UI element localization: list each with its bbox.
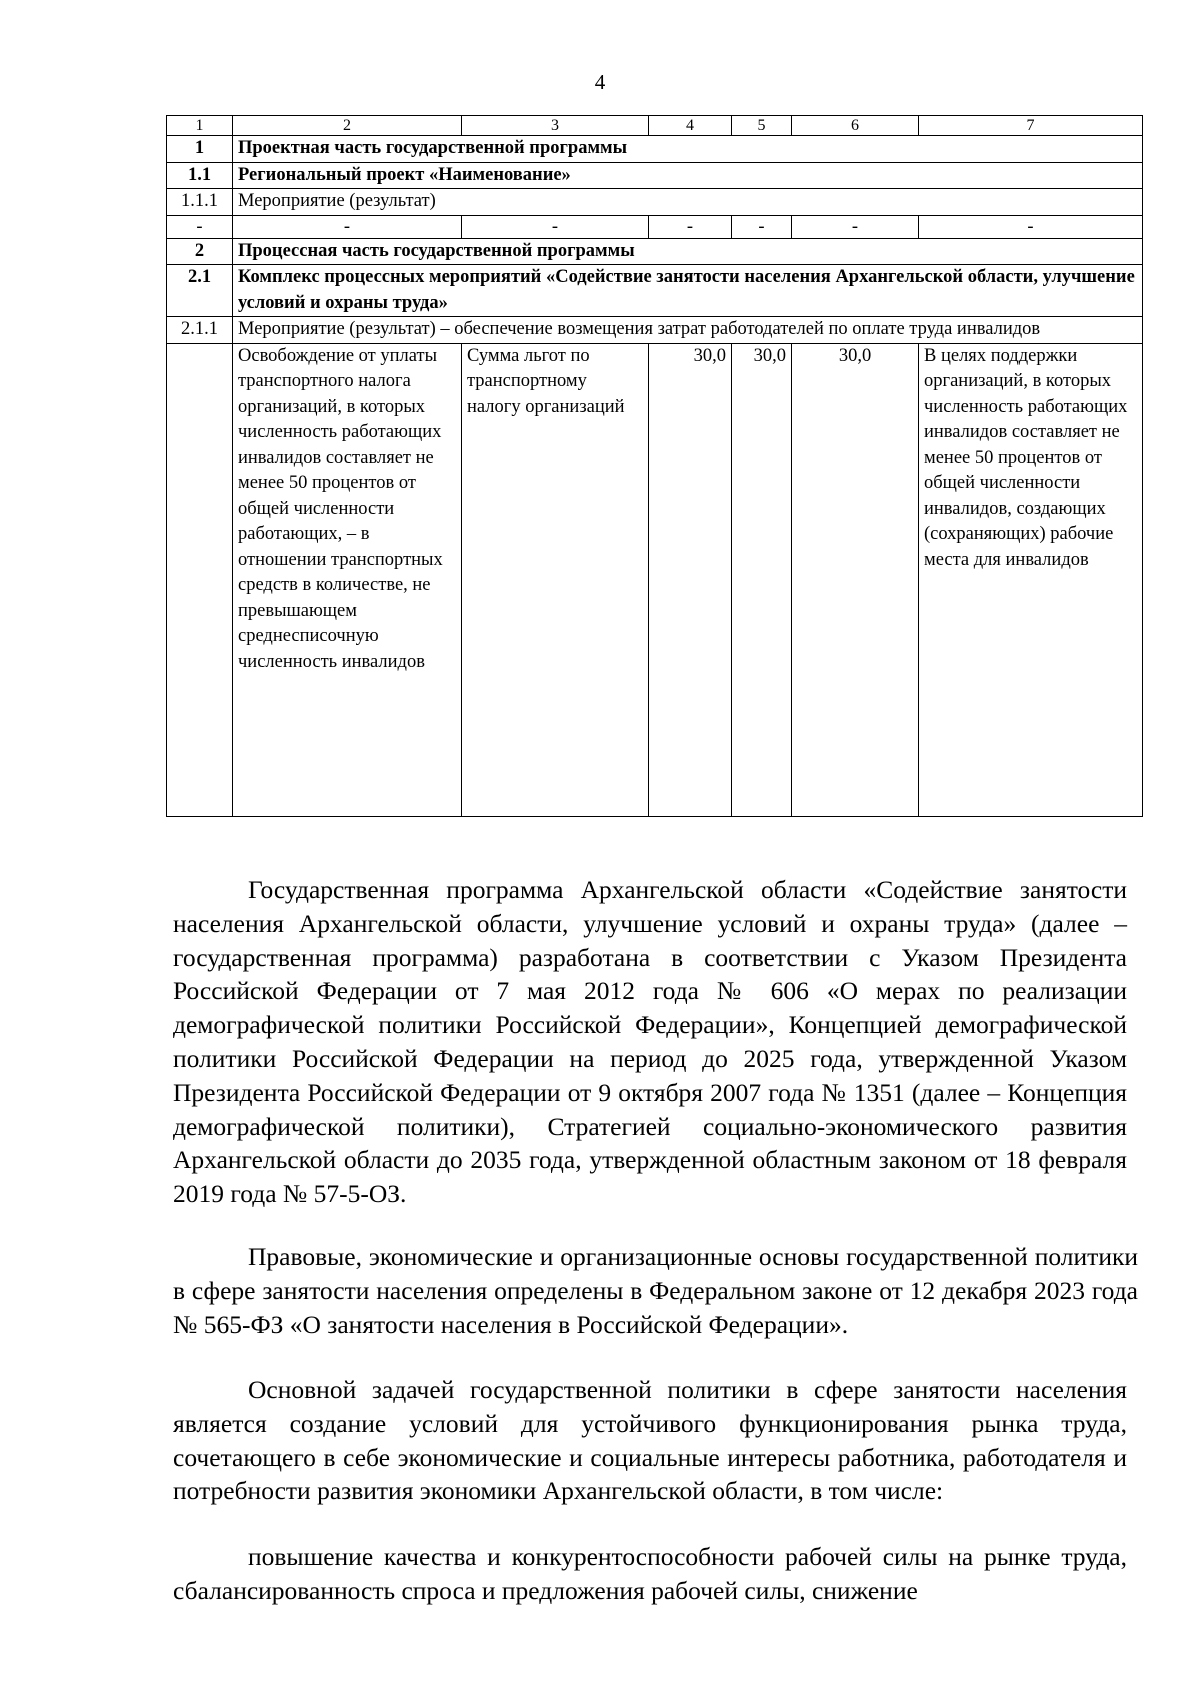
col-header-6: 6 xyxy=(792,116,919,136)
indicator-cell: Сумма льгот по транспортному налогу организаций xyxy=(462,343,649,816)
section-title: Комплекс процессных мероприятий «Содействие занятости населения Архангельской области, улучшение условий и охраны труда» xyxy=(233,265,1143,317)
program-table xyxy=(166,115,1143,817)
measure-cell: Освобождение от уплаты транспортного налога организаций, в которых численность работающих инвалидов составляет не менее 50 процентов от общей численности работающих, – в отношении транспортных средств в количестве, не превышающем среднесписочную численность инвалидов xyxy=(233,343,462,816)
dash-cell: - xyxy=(732,215,792,238)
body-text xyxy=(173,1540,1127,1608)
table-row xyxy=(167,317,1143,344)
table-row-detail xyxy=(167,343,1143,816)
table-row xyxy=(167,136,1143,163)
dash-cell: - xyxy=(462,215,649,238)
section-title: Процессная часть государственной программы xyxy=(233,238,1143,265)
paragraph-4: повышение качества и конкурентоспособности рабочей силы на рынке труда, сбалансированность спроса и предложения рабочей силы, снижение xyxy=(173,1542,1127,1605)
col-header-7: 7 xyxy=(919,116,1143,136)
col-header-5: 5 xyxy=(732,116,792,136)
paragraph-3: Основной задачей государственной политики в сфере занятости населения является создание условий для устойчивого функционирования рынка труда, сочетающего в себе экономические и социальные интересы работника, работодателя и потребности развития экономики Архангельской области, в том числе: xyxy=(173,1375,1127,1506)
dash-cell: - xyxy=(167,215,233,238)
section-title: Проектная часть государственной программы xyxy=(233,136,1143,163)
purpose-cell: В целях поддержки организаций, в которых численность работающих инвалидов составляет не менее 50 процентов от общей численности инвалидов, создающих (сохраняющих) рабочие места для инвалидов xyxy=(919,343,1143,816)
value-cell-5: 30,0 xyxy=(732,343,792,816)
dash-cell: - xyxy=(649,215,732,238)
row-number: 2.1 xyxy=(167,265,233,317)
col-header-1: 1 xyxy=(167,116,233,136)
dash-cell: - xyxy=(233,215,462,238)
row-number: 2 xyxy=(167,238,233,265)
table-row xyxy=(167,238,1143,265)
table-row xyxy=(167,215,1143,238)
dash-cell: - xyxy=(792,215,919,238)
table-header-row xyxy=(167,116,1143,136)
table-row xyxy=(167,189,1143,216)
col-header-2: 2 xyxy=(233,116,462,136)
table-row xyxy=(167,265,1143,317)
row-number: 1 xyxy=(167,136,233,163)
body-text xyxy=(173,1373,1127,1508)
body-text xyxy=(173,873,1127,1211)
row-text: Мероприятие (результат) xyxy=(233,189,1143,216)
col-header-3: 3 xyxy=(462,116,649,136)
section-title: Региональный проект «Наименование» xyxy=(233,162,1143,189)
value-cell-4: 30,0 xyxy=(649,343,732,816)
row-number: 1.1 xyxy=(167,162,233,189)
row-number: 2.1.1 xyxy=(167,317,233,344)
paragraph-2: Правовые, экономические и организационные основы государственной политики в сфере занятости населения определены в Федеральном законе от 12 декабря 2023 года № 565-ФЗ «О занятости населения в Российской Федерации». xyxy=(173,1242,1138,1339)
table-row xyxy=(167,162,1143,189)
value-cell-6: 30,0 xyxy=(792,343,919,816)
body-text xyxy=(173,1240,1138,1341)
page-number: 4 xyxy=(594,70,606,94)
row-number: 1.1.1 xyxy=(167,189,233,216)
dash-cell: - xyxy=(919,215,1143,238)
row-number xyxy=(167,343,233,816)
paragraph-1: Государственная программа Архангельской области «Содействие занятости населения Архангельской области, улучшение условий и охраны труда» (далее – государственная программа) разработана в соответствии с Указом Президента Российской Федерации от 7 мая 2012 года № 606 «О мерах по реализации демографической политики Российской Федерации», Концепцией демографической политики Российской Федерации на период до 2025 года, утвержденной Указом Президента Российской Федерации от 9 октября 2007 года № 1351 (далее – Концепция демографической политики), Стратегией социально-экономического развития Архангельской области до 2035 года, утвержденной областным законом от 18 февраля 2019 года № 57-5-ОЗ. xyxy=(173,875,1127,1209)
col-header-4: 4 xyxy=(649,116,732,136)
row-text: Мероприятие (результат) – обеспечение возмещения затрат работодателей по оплате труда инвалидов xyxy=(233,317,1143,344)
